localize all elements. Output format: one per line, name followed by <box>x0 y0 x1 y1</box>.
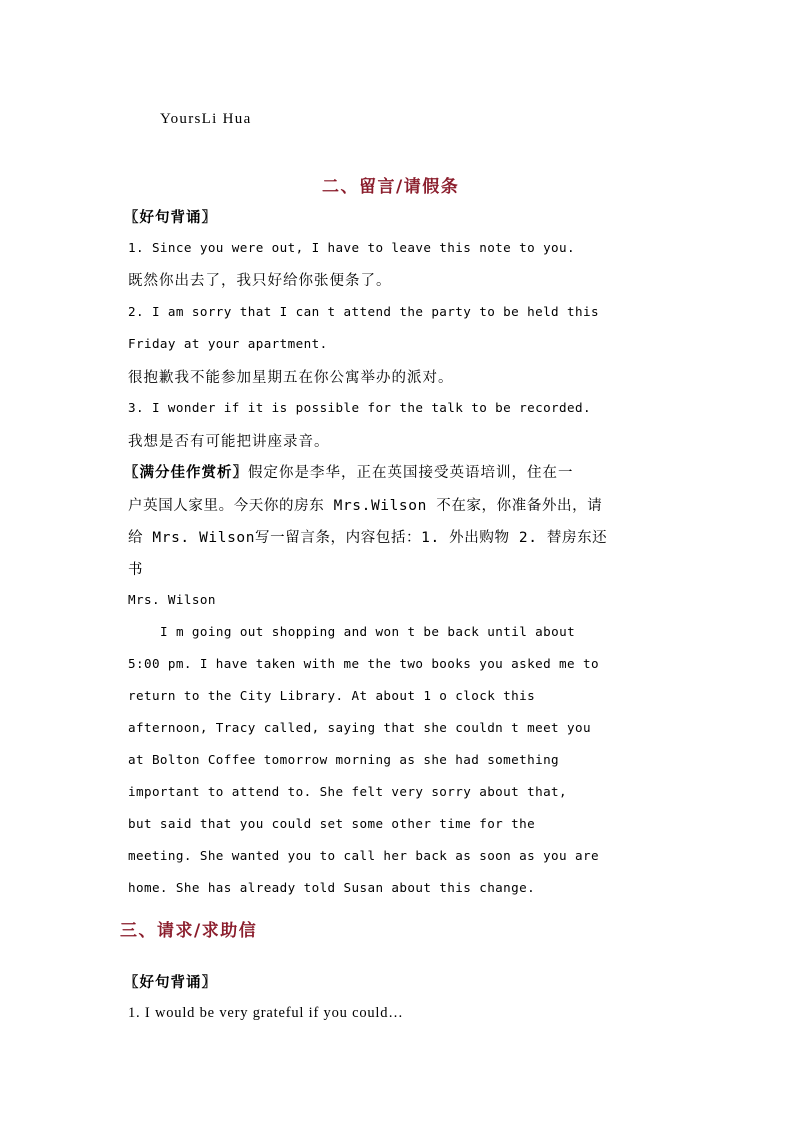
letter-line: home. She has already told Susan about this change. <box>128 880 536 895</box>
section-3-heading: 三、请求/求助信 <box>120 921 258 941</box>
letter-line: meeting. She wanted you to call her back as soon as you are <box>128 848 599 863</box>
sentence-1-en: 1. Since you were out, I have to leave this note to you. <box>128 240 575 255</box>
sentence-3-en: 3. I wonder if it is possible for the talk to be recorded. <box>128 400 591 415</box>
letter-line: but said that you could set some other time for the <box>128 816 536 831</box>
letter-line: 5:00 pm. I have taken with me the two books you asked me to <box>128 656 599 671</box>
sample-label: 〖满分佳作赏析〗 <box>124 465 248 481</box>
sample-prompt-line2: 户英国人家里。今天你的房东 Mrs.Wilson 不在家，你准备外出，请 <box>128 498 603 514</box>
letter-line: afternoon, Tracy called, saying that she couldn t meet you <box>128 720 591 735</box>
sample-prompt-line3: 给 Mrs. Wilson写一留言条，内容包括：1. 外出购物 2. 替房东还 <box>128 530 608 546</box>
prompt-text-1: 假定你是李华，正在英国接受英语培训，住在一 <box>248 465 574 481</box>
sentence-1-zh: 既然你出去了，我只好给你张便条了。 <box>128 273 392 289</box>
sentence-2-zh: 很抱歉我不能参加星期五在你公寓举办的派对。 <box>128 370 454 386</box>
letter-line: important to attend to. She felt very sorry about that, <box>128 784 568 799</box>
letter-salutation: Mrs. Wilson <box>128 592 216 607</box>
section-3-sentence-1: 1. I would be very grateful if you could… <box>128 1005 404 1021</box>
sample-prompt-line4: 书 <box>128 562 144 578</box>
letter-line: at Bolton Coffee tomorrow morning as she had something <box>128 752 560 767</box>
sample-prompt-line1 <box>124 461 574 482</box>
sentence-2-en-line2: Friday at your apartment. <box>128 336 328 351</box>
sentence-2-en-line1: 2. I am sorry that I can t attend the party to be held this <box>128 304 599 319</box>
section-2-heading: 二、留言/请假条 <box>322 177 460 197</box>
sentence-3-zh: 我想是否有可能把讲座录音。 <box>128 434 330 450</box>
section-3-phrases-label: 〖好句背诵〗 <box>124 975 217 991</box>
phrases-label: 〖好句背诵〗 <box>124 210 217 226</box>
letter-line: return to the City Library. At about 1 o clock this <box>128 688 536 703</box>
letter-line: I m going out shopping and won t be back until about <box>160 624 576 639</box>
signature: YoursLi Hua <box>160 111 252 127</box>
